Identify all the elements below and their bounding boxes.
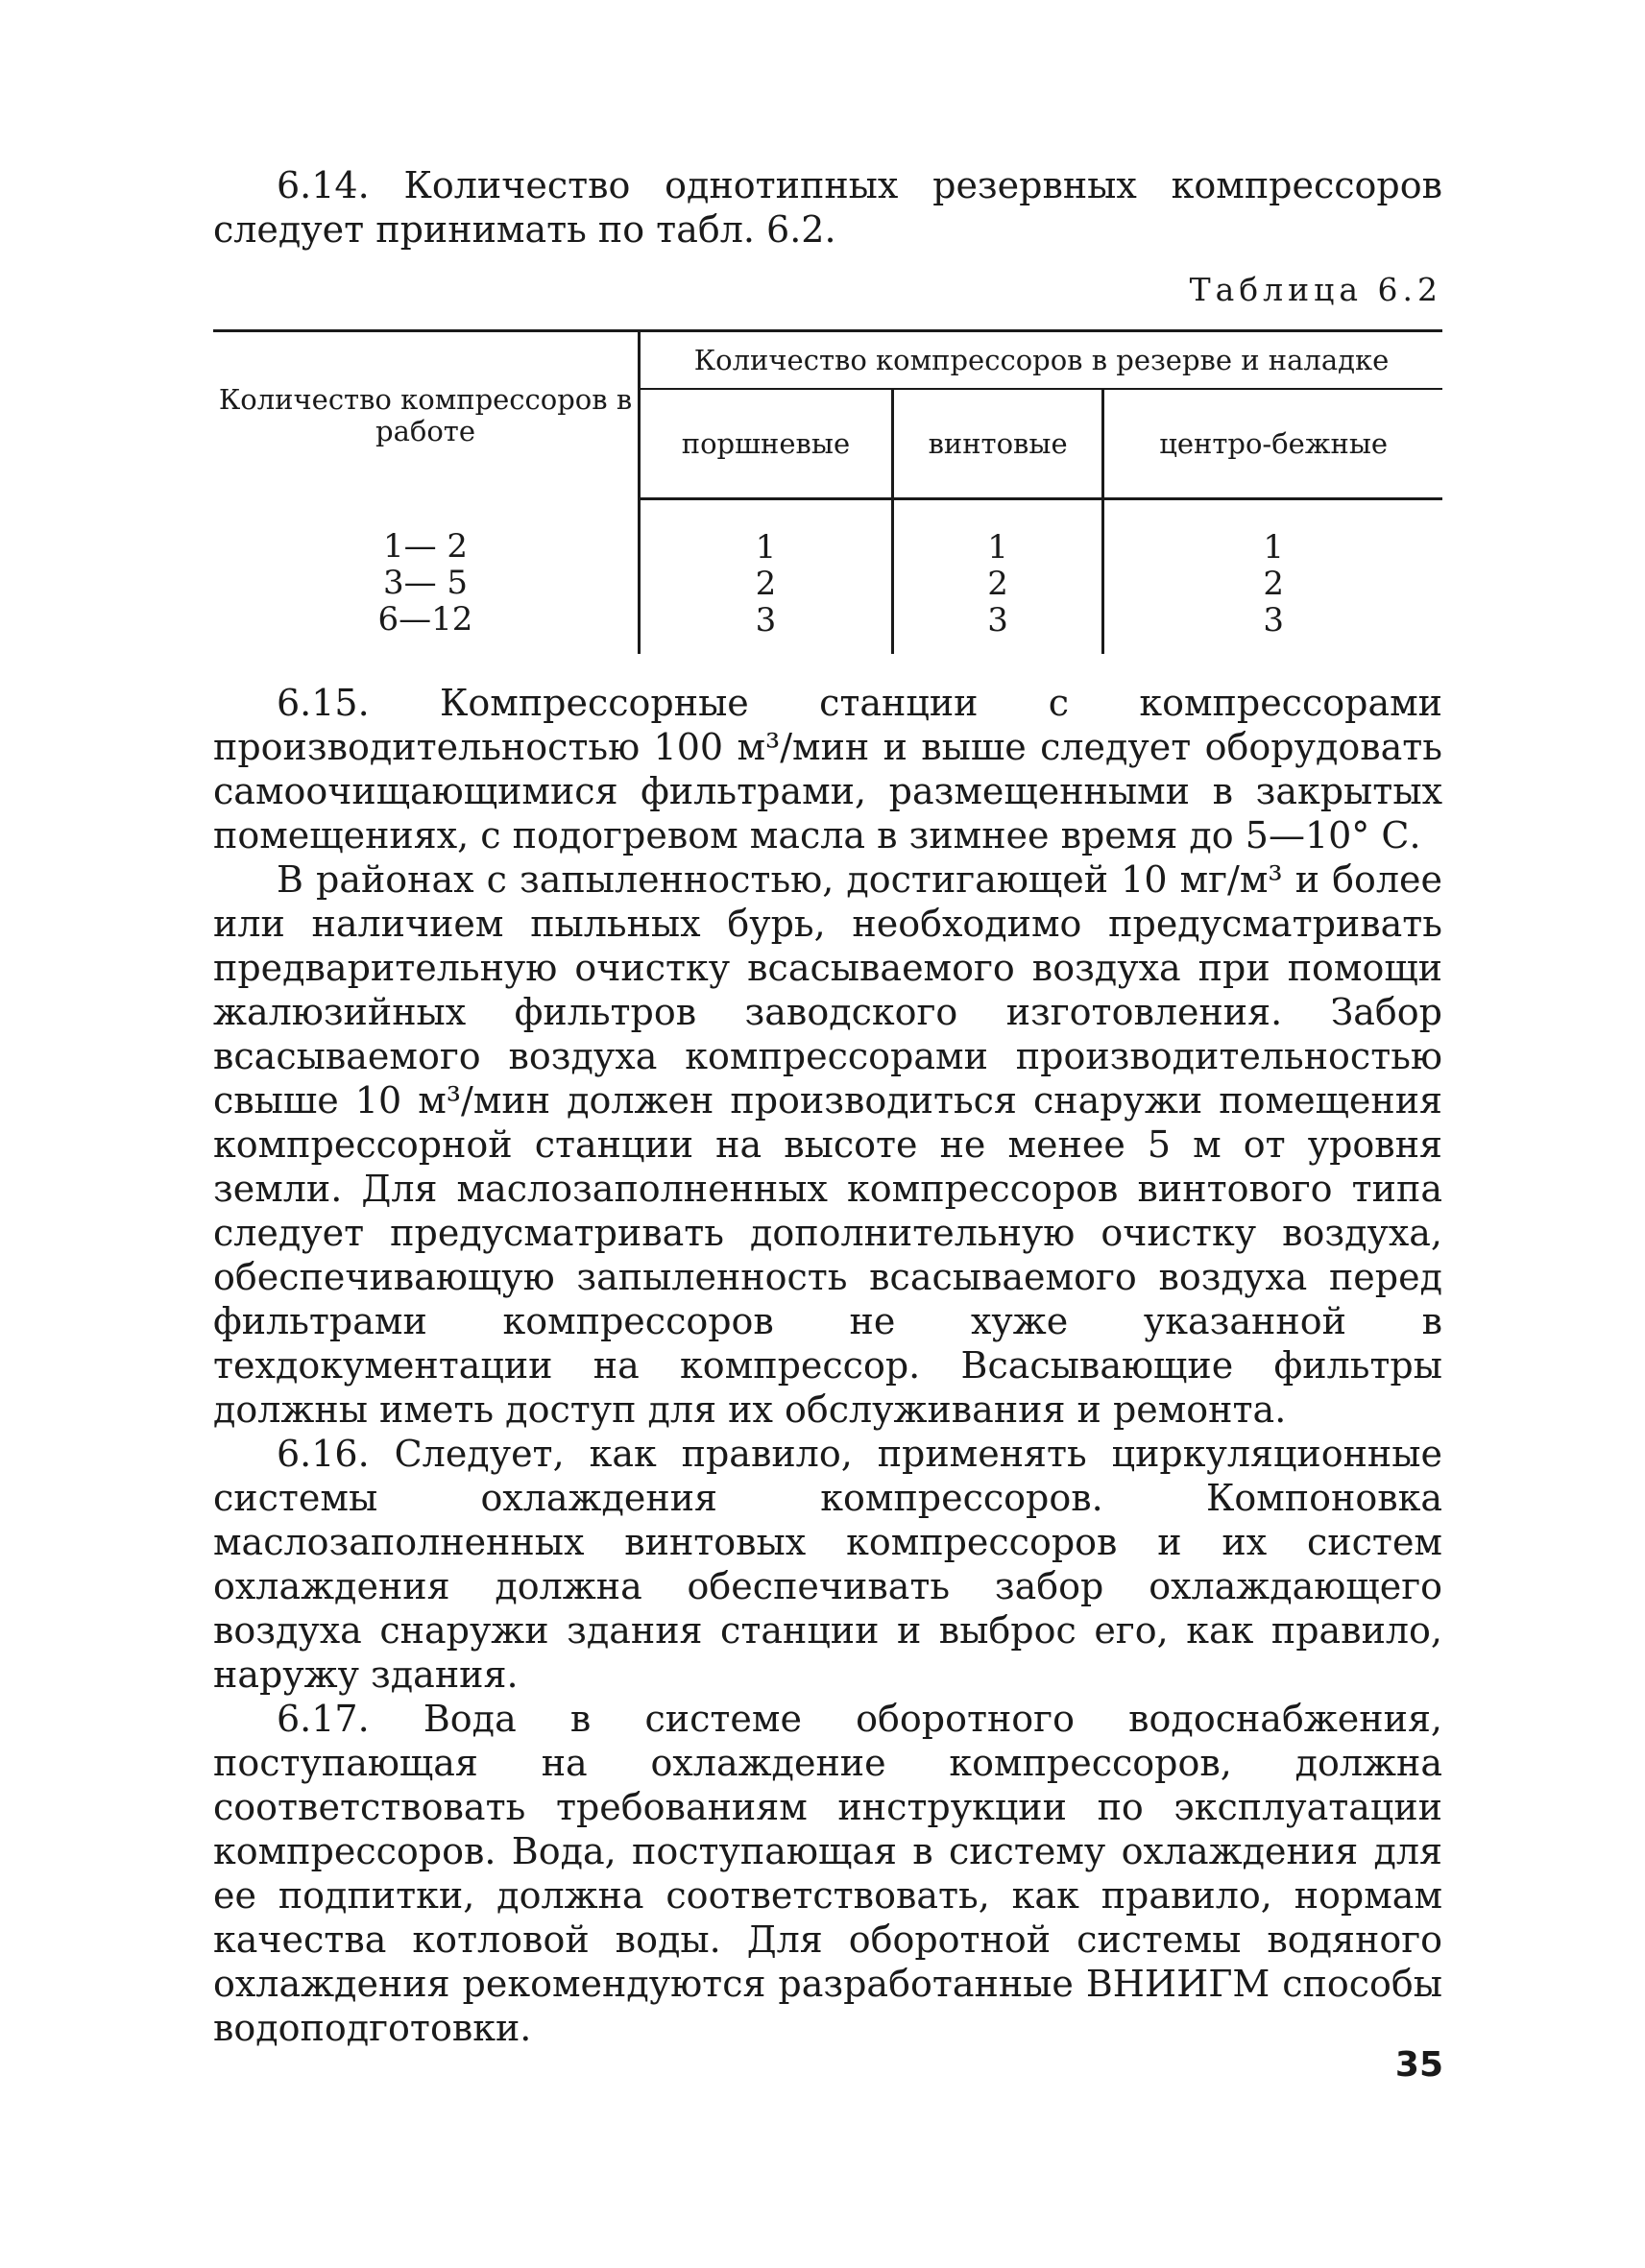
paragraph-6-16: 6.16. Следует, как правило, применять циркуляционные системы охлаждения компрессоров. Компоновка маслозаполненных винтовых компрессоров и их систем охлаждения должна обеспечивать забор охлаждающего воздуха снаружи здания станции и выброс его, как правило, наружу здания. xyxy=(213,1433,1442,1696)
cell-working xyxy=(213,499,640,655)
paragraph-6-17: 6.17. Вода в системе оборотного водоснабжения, поступающая на охлаждение компрессоров, должна соответствовать требованиям инструкции по эксплуатации компрессоров. Вода, поступающая в систему охлаждения для ее подпитки, должна соответствовать, как правило, нормам качества котловой воды. Для оборотной системы водяного охлаждения рекомендуются разработанные ВНИИГМ способы водоподготовки. xyxy=(213,1698,1442,2049)
page-number: 35 xyxy=(1394,2045,1443,2085)
centrifugal-count: 2 xyxy=(1263,565,1284,603)
header-reserve-group: Количество компрессоров в резерве и наладке xyxy=(640,331,1443,390)
cell-piston xyxy=(640,499,893,655)
reserve-compressors-table xyxy=(213,329,1442,654)
header-compressors-in-work: Количество компрессоров в работе xyxy=(213,331,640,499)
centrifugal-count: 3 xyxy=(1263,601,1284,639)
document-page xyxy=(213,163,1442,2050)
cell-centrifugal xyxy=(1103,499,1442,655)
piston-count: 1 xyxy=(755,528,777,567)
working-count: 1— 2 xyxy=(382,526,469,566)
piston-count: 3 xyxy=(755,601,777,639)
screw-count: 3 xyxy=(987,601,1008,639)
paragraph-6-14: 6.14. Количество однотипных резервных компрессоров следует принимать по табл. 6.2. xyxy=(213,164,1442,251)
paragraph-6-15: 6.15. Компрессорные станции с компрессорами производительностью 100 м³/мин и выше следует оборудовать самоочищающимися фильтрами, размещенными в закрытых помещениях, с подогревом масла в зимнее время до 5—10° С. xyxy=(213,682,1442,857)
screw-count: 2 xyxy=(987,565,1008,603)
cell-screw xyxy=(892,499,1103,655)
header-piston: поршневые xyxy=(640,389,893,499)
centrifugal-count: 1 xyxy=(1263,528,1284,567)
piston-count: 2 xyxy=(755,565,777,603)
table-row xyxy=(213,499,1442,655)
working-count: 3— 5 xyxy=(382,563,469,602)
screw-count: 1 xyxy=(987,528,1008,567)
header-centrifugal: центро-бежные xyxy=(1103,389,1442,499)
header-screw: винтовые xyxy=(892,389,1103,499)
paragraph-dust-regions: В районах с запыленностью, достигающей 10 мг/м³ и более или наличием пыльных бурь, необходимо предусматривать предварительную очистку всасываемого воздуха при помощи жалюзийных фильтров заводского изготовления. Забор всасываемого воздуха компрессорами производительностью свыше 10 м³/мин должен производиться снаружи помещения компрессорной станции на высоте не менее 5 м от уровня земли. Для маслозаполненных компрессоров винтового типа следует предусматривать дополнительную очистку воздуха, обеспечивающую запыленность всасываемого воздуха перед фильтрами компрессоров не хуже указанной в техдокументации на компрессор. Всасывающие фильтры должны иметь доступ для их обслуживания и ремонта. xyxy=(213,858,1442,1431)
table-caption: Таблица 6.2 xyxy=(1189,271,1442,308)
working-count: 6—12 xyxy=(377,599,473,639)
